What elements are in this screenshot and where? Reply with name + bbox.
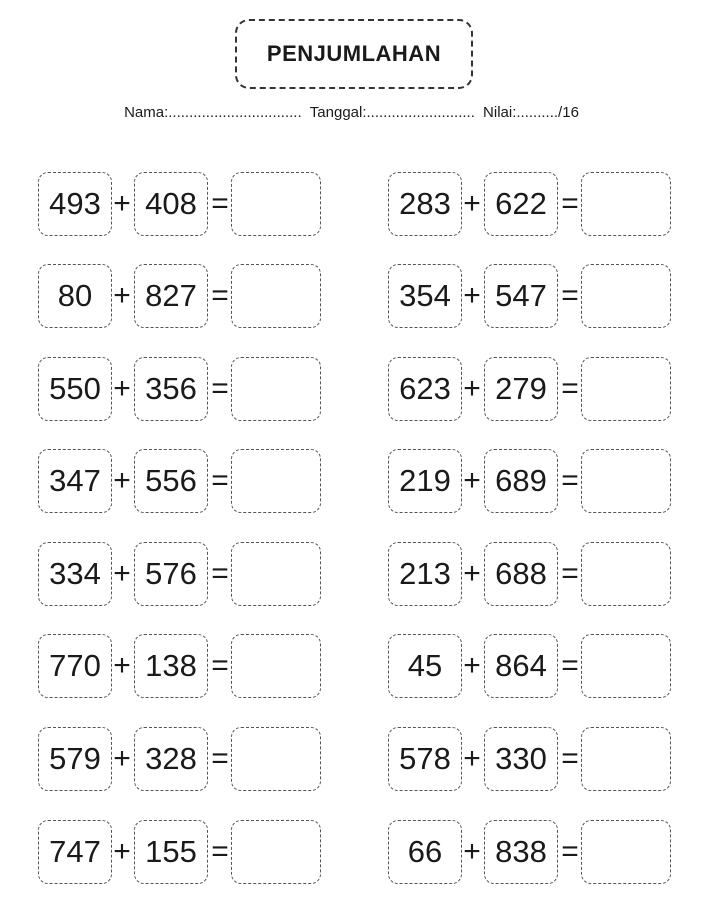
first-addend: 45 — [388, 634, 462, 698]
second-addend: 330 — [484, 727, 558, 791]
equals-sign: = — [211, 649, 229, 682]
plus-sign: + — [463, 557, 481, 590]
first-addend: 493 — [38, 172, 112, 236]
second-addend: 864 — [484, 634, 558, 698]
plus-sign: + — [113, 187, 131, 220]
plus-sign: + — [463, 649, 481, 682]
page-title: PENJUMLAHAN — [266, 41, 442, 66]
answer-box[interactable] — [581, 449, 671, 513]
first-addend: 347 — [38, 449, 112, 513]
answer-box[interactable] — [231, 820, 321, 884]
plus-sign: + — [113, 742, 131, 775]
second-addend: 155 — [134, 820, 208, 884]
plus-sign: + — [463, 742, 481, 775]
answer-box[interactable] — [231, 727, 321, 791]
plus-sign: + — [113, 557, 131, 590]
score-field[interactable]: Nilai:........../16 — [483, 104, 579, 121]
answer-box[interactable] — [581, 542, 671, 606]
equals-sign: = — [561, 649, 579, 682]
equals-sign: = — [211, 187, 229, 220]
second-addend: 576 — [134, 542, 208, 606]
plus-sign: + — [463, 835, 481, 868]
second-addend: 827 — [134, 264, 208, 328]
first-addend: 579 — [38, 727, 112, 791]
second-addend: 138 — [134, 634, 208, 698]
student-info-line — [0, 104, 703, 121]
plus-sign: + — [113, 372, 131, 405]
answer-box[interactable] — [581, 820, 671, 884]
equals-sign: = — [561, 372, 579, 405]
first-addend: 354 — [388, 264, 462, 328]
plus-sign: + — [113, 464, 131, 497]
second-addend: 408 — [134, 172, 208, 236]
equals-sign: = — [211, 742, 229, 775]
equals-sign: = — [561, 835, 579, 868]
answer-box[interactable] — [581, 264, 671, 328]
first-addend: 283 — [388, 172, 462, 236]
answer-box[interactable] — [231, 449, 321, 513]
equals-sign: = — [211, 279, 229, 312]
plus-sign: + — [463, 372, 481, 405]
equals-sign: = — [211, 372, 229, 405]
plus-sign: + — [463, 464, 481, 497]
plus-sign: + — [463, 187, 481, 220]
equals-sign: = — [561, 464, 579, 497]
second-addend: 838 — [484, 820, 558, 884]
answer-box[interactable] — [581, 357, 671, 421]
first-addend: 578 — [388, 727, 462, 791]
answer-box[interactable] — [581, 727, 671, 791]
second-addend: 688 — [484, 542, 558, 606]
answer-box[interactable] — [231, 542, 321, 606]
first-addend: 80 — [38, 264, 112, 328]
second-addend: 689 — [484, 449, 558, 513]
plus-sign: + — [113, 649, 131, 682]
first-addend: 66 — [388, 820, 462, 884]
title-box — [235, 19, 473, 89]
first-addend: 219 — [388, 449, 462, 513]
answer-box[interactable] — [581, 172, 671, 236]
answer-box[interactable] — [231, 172, 321, 236]
second-addend: 279 — [484, 357, 558, 421]
answer-box[interactable] — [231, 264, 321, 328]
answer-box[interactable] — [231, 357, 321, 421]
date-field[interactable]: Tanggal:.......................... — [309, 104, 475, 121]
equals-sign: = — [211, 557, 229, 590]
second-addend: 556 — [134, 449, 208, 513]
second-addend: 328 — [134, 727, 208, 791]
first-addend: 213 — [388, 542, 462, 606]
equals-sign: = — [211, 464, 229, 497]
answer-box[interactable] — [231, 634, 321, 698]
plus-sign: + — [113, 835, 131, 868]
equals-sign: = — [561, 557, 579, 590]
plus-sign: + — [463, 279, 481, 312]
first-addend: 770 — [38, 634, 112, 698]
second-addend: 622 — [484, 172, 558, 236]
second-addend: 547 — [484, 264, 558, 328]
equals-sign: = — [561, 187, 579, 220]
first-addend: 747 — [38, 820, 112, 884]
equals-sign: = — [211, 835, 229, 868]
plus-sign: + — [113, 279, 131, 312]
first-addend: 334 — [38, 542, 112, 606]
answer-box[interactable] — [581, 634, 671, 698]
equals-sign: = — [561, 279, 579, 312]
second-addend: 356 — [134, 357, 208, 421]
equals-sign: = — [561, 742, 579, 775]
first-addend: 623 — [388, 357, 462, 421]
first-addend: 550 — [38, 357, 112, 421]
name-field[interactable]: Nama:................................ — [124, 104, 302, 121]
